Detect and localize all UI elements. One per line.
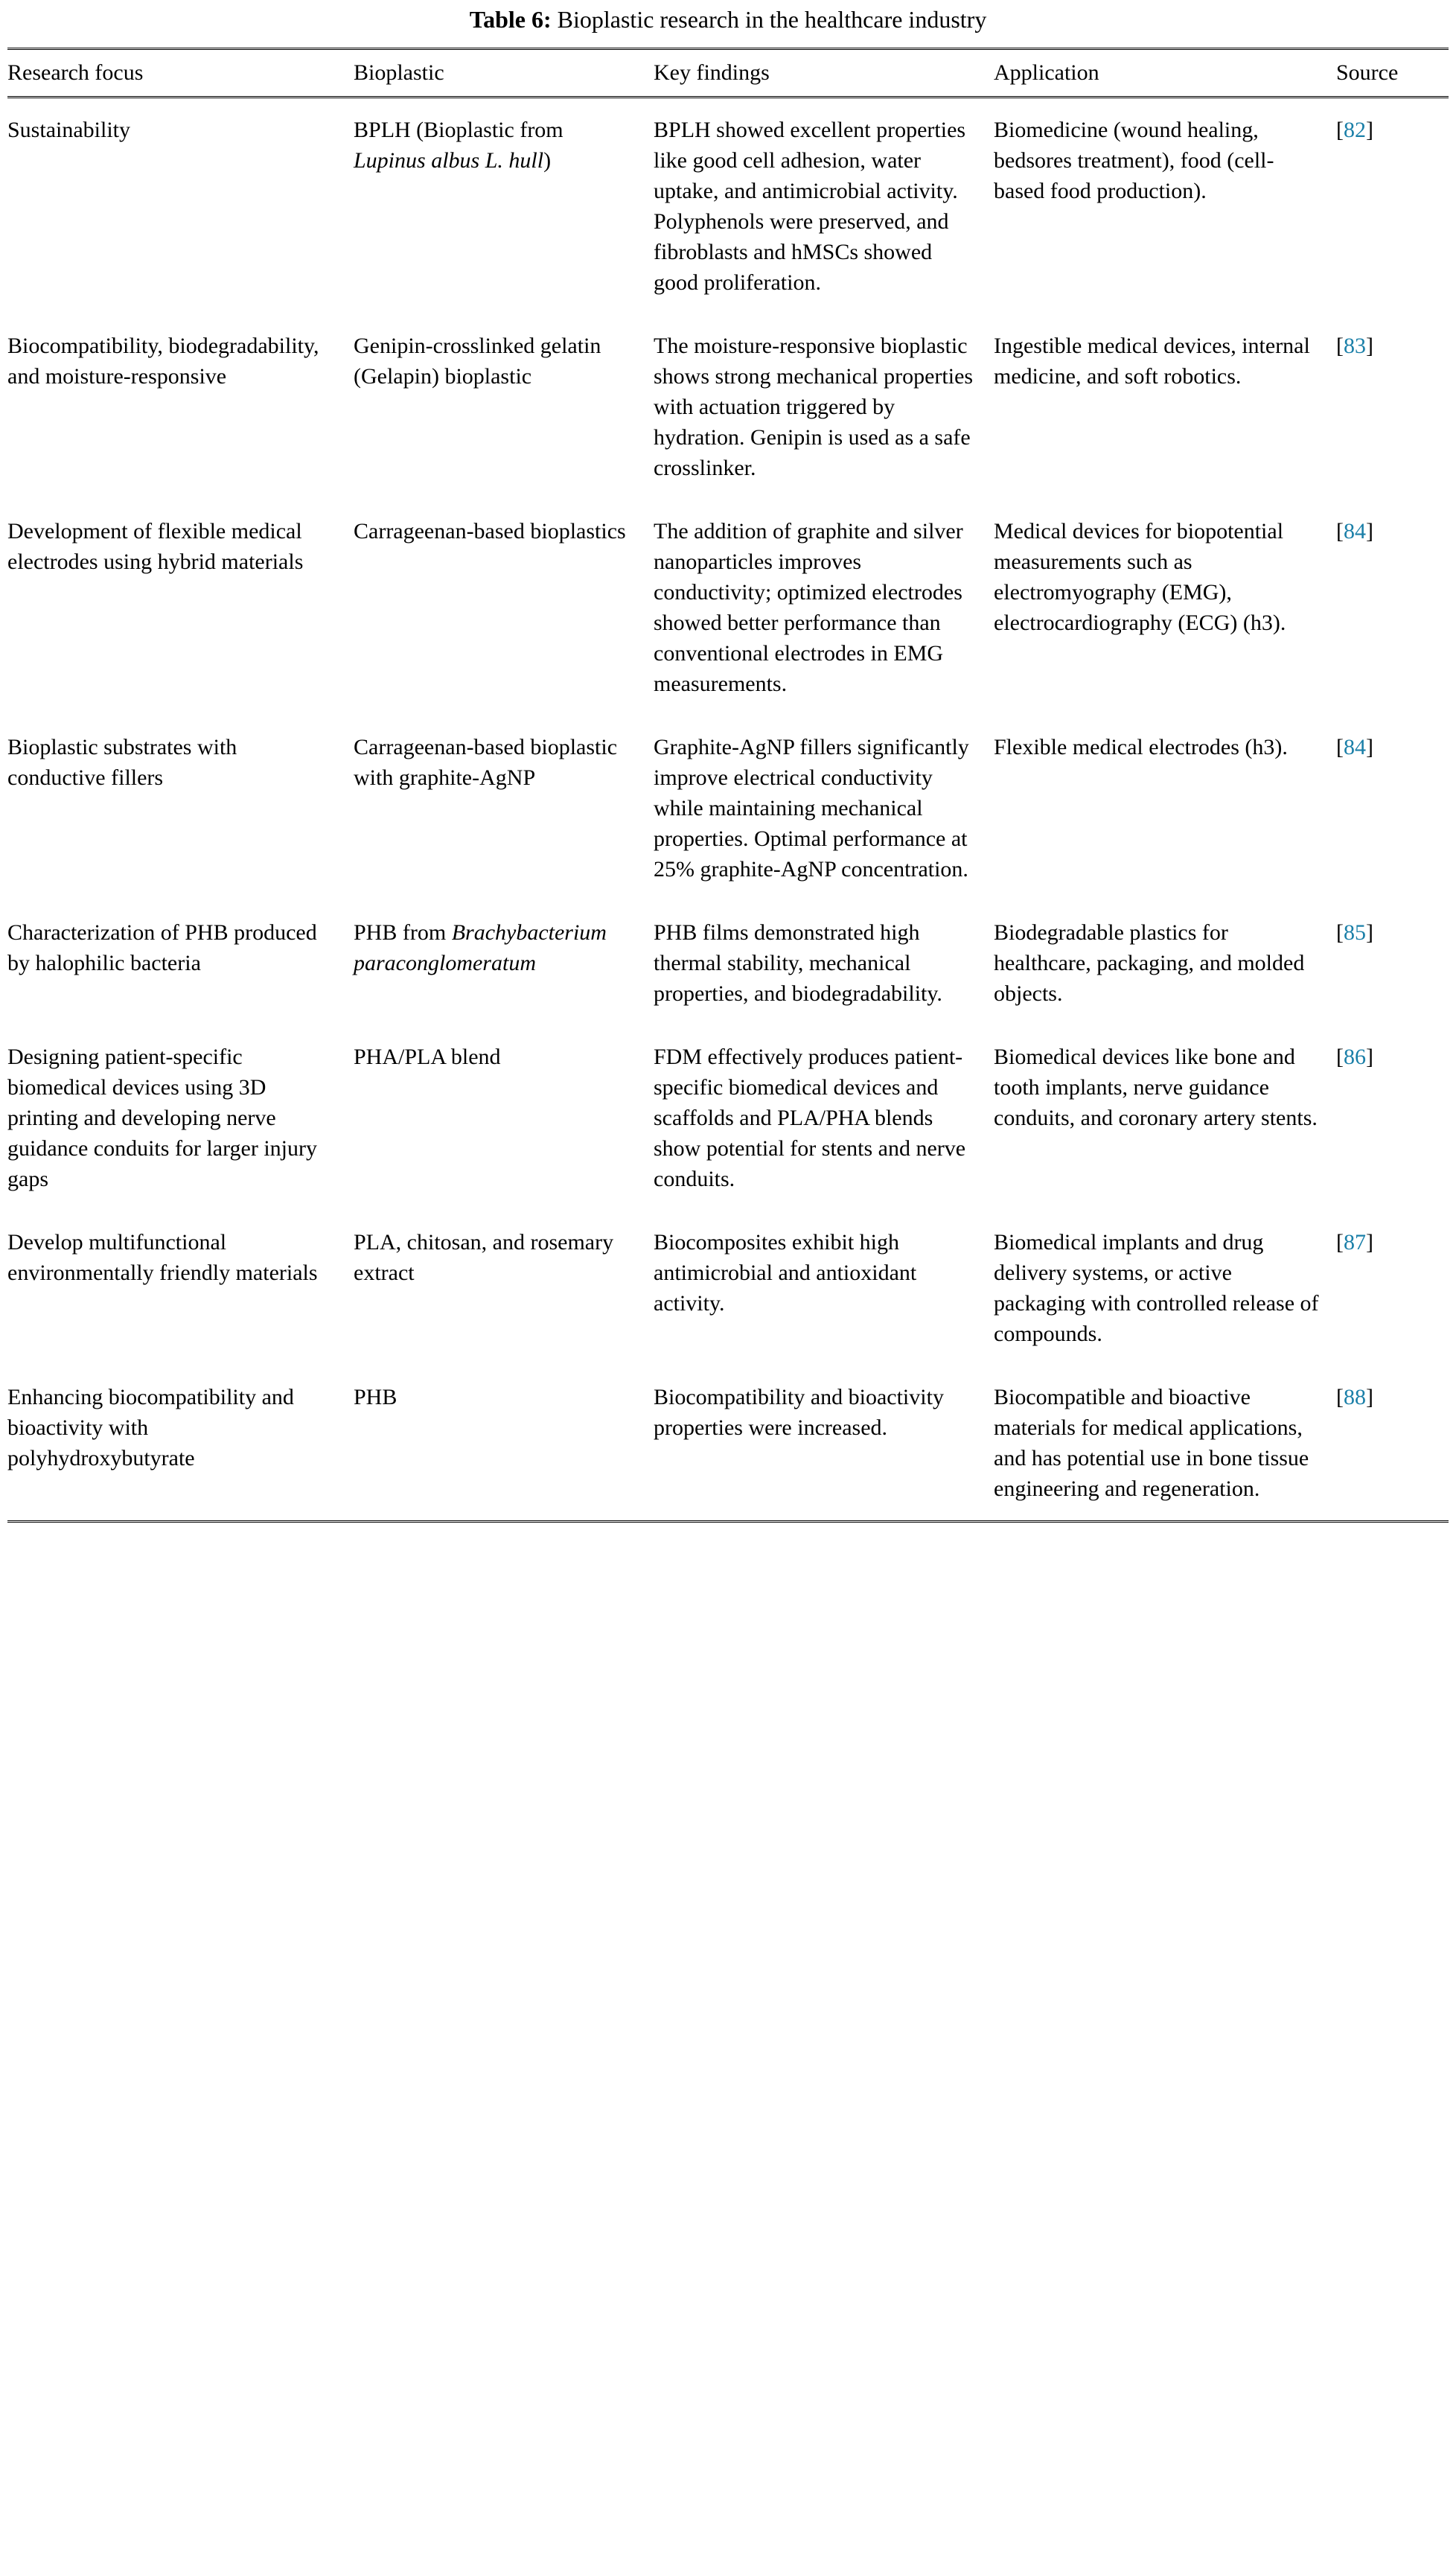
- bioplastic-text: Carrageenan-based bioplastics: [354, 519, 626, 544]
- cell-source: [1336, 1025, 1449, 1211]
- column-header-source: Source: [1336, 49, 1449, 98]
- citation-bracket-close: ]: [1366, 920, 1373, 945]
- citation-bracket-close: ]: [1366, 1045, 1373, 1069]
- citation-bracket-close: ]: [1366, 334, 1373, 358]
- table-row: [7, 1025, 1449, 1211]
- citation-bracket-close: ]: [1366, 1385, 1373, 1409]
- cell-bioplastic: [354, 716, 654, 901]
- cell-source: [1336, 500, 1449, 716]
- cell-bioplastic: [354, 901, 654, 1025]
- cell-key-findings: FDM effectively produces patient-specific biomedical devices and scaffolds and PLA/PHA blends show potential for stents and nerve conduits.: [654, 1045, 966, 1191]
- cell-bioplastic: [354, 1025, 654, 1211]
- cell-bioplastic: [354, 98, 654, 315]
- table-row: [7, 716, 1449, 901]
- bioplastic-text: PHB from: [354, 920, 452, 945]
- cell-source: [1336, 314, 1449, 500]
- cell-source: [1336, 901, 1449, 1025]
- citation-bracket-close: ]: [1366, 519, 1373, 544]
- table-row: [7, 500, 1449, 716]
- citation-link[interactable]: 85: [1344, 920, 1366, 945]
- table-row: [7, 1365, 1449, 1522]
- table-caption-label: Table 6:: [469, 6, 552, 33]
- cell-key-findings: The addition of graphite and silver nanoparticles improves conductivity; optimized electrodes showed better performance than conventional electrodes in EMG measurements.: [654, 519, 963, 696]
- citation-link[interactable]: 84: [1344, 519, 1366, 544]
- cell-application: Biomedical devices like bone and tooth implants, nerve guidance conduits, and coronary artery stents.: [994, 1045, 1318, 1130]
- column-header-research-focus: Research focus: [7, 49, 354, 98]
- cell-bioplastic: [354, 500, 654, 716]
- table-row: [7, 98, 1449, 315]
- table-caption: [0, 0, 1456, 48]
- cell-research-focus: Biocompatibility, biodegradability, and moisture-responsive: [7, 334, 319, 389]
- cell-key-findings: The moisture-responsive bioplastic shows strong mechanical properties with actuation triggered by hydration. Genipin is used as a safe crosslinker.: [654, 334, 974, 480]
- citation-link[interactable]: 87: [1344, 1230, 1366, 1255]
- cell-research-focus: Development of flexible medical electrodes using hybrid materials: [7, 519, 304, 574]
- cell-bioplastic: [354, 1365, 654, 1522]
- citation-bracket-close: ]: [1366, 1230, 1373, 1255]
- citation-bracket-open: [: [1336, 735, 1344, 759]
- cell-bioplastic: [354, 1211, 654, 1365]
- bioplastic-research-table: [7, 48, 1449, 1523]
- citation-bracket-open: [: [1336, 1385, 1344, 1409]
- citation-link[interactable]: 86: [1344, 1045, 1366, 1069]
- citation-bracket-open: [: [1336, 1230, 1344, 1255]
- cell-key-findings: Biocompatibility and bioactivity properties were increased.: [654, 1365, 994, 1522]
- cell-research-focus: Characterization of PHB produced by halophilic bacteria: [7, 920, 317, 975]
- citation-bracket-open: [: [1336, 1045, 1344, 1069]
- citation-bracket-open: [: [1336, 118, 1344, 142]
- cell-application: Biocompatible and bioactive materials for medical applications, and has potential use in bone tissue engineering and regeneration.: [994, 1365, 1336, 1522]
- citation-bracket-open: [: [1336, 334, 1344, 358]
- cell-research-focus: Designing patient-specific biomedical devices using 3D printing and developing nerve guidance conduits for larger injury gaps: [7, 1045, 317, 1191]
- table-header-row: [7, 49, 1449, 98]
- bioplastic-text-tail: ): [543, 148, 552, 173]
- table-row: [7, 1211, 1449, 1365]
- cell-application: Flexible medical electrodes (h3).: [994, 735, 1288, 759]
- cell-application: Biomedicine (wound healing, bedsores treatment), food (cell-based food production).: [994, 118, 1274, 203]
- table-caption-text: Bioplastic research in the healthcare industry: [557, 6, 987, 33]
- bioplastic-species-name: Lupinus albus L. hull: [354, 148, 544, 173]
- cell-application: Biodegradable plastics for healthcare, packaging, and molded objects.: [994, 920, 1305, 1006]
- cell-application: Medical devices for biopotential measurements such as electromyography (EMG), electrocardiography (ECG) (h3).: [994, 519, 1286, 635]
- bioplastic-text: BPLH (Bioplastic from: [354, 118, 563, 142]
- table-header: [7, 49, 1449, 98]
- table-body: [7, 98, 1449, 1522]
- bioplastic-text: Carrageenan-based bioplastic with graphite-AgNP: [354, 735, 618, 790]
- cell-source: [1336, 716, 1449, 901]
- bioplastic-text: Genipin-crosslinked gelatin (Gelapin) bioplastic: [354, 334, 601, 389]
- citation-link[interactable]: 83: [1344, 334, 1366, 358]
- cell-bioplastic: [354, 314, 654, 500]
- bioplastic-text: PHA/PLA blend: [354, 1045, 501, 1069]
- cell-research-focus: Bioplastic substrates with conductive fillers: [7, 735, 237, 790]
- cell-research-focus: Enhancing biocompatibility and bioactivity with polyhydroxybutyrate: [7, 1365, 354, 1522]
- column-header-bioplastic: Bioplastic: [354, 49, 654, 98]
- citation-link[interactable]: 84: [1344, 735, 1366, 759]
- table-row: [7, 901, 1449, 1025]
- citation-bracket-close: ]: [1366, 735, 1373, 759]
- cell-key-findings: BPLH showed excellent properties like good cell adhesion, water uptake, and antimicrobial activity. Polyphenols were preserved, and fibroblasts and hMSCs showed good proliferation.: [654, 118, 966, 295]
- table-row: [7, 314, 1449, 500]
- cell-application: Biomedical implants and drug delivery systems, or active packaging with controlled release of compounds.: [994, 1230, 1319, 1346]
- citation-bracket-open: [: [1336, 519, 1344, 544]
- cell-key-findings: Biocomposites exhibit high antimicrobial and antioxidant activity.: [654, 1230, 917, 1316]
- citation-bracket-close: ]: [1366, 118, 1373, 142]
- cell-source: [1336, 1365, 1449, 1522]
- bioplastic-species-name: Brachybacterium paraconglomeratum: [354, 920, 607, 975]
- cell-source: [1336, 1211, 1449, 1365]
- cell-key-findings: Graphite-AgNP fillers significantly improve electrical conductivity while maintaining mechanical properties. Optimal performance at 25% graphite-AgNP concentration.: [654, 735, 969, 882]
- cell-application: Ingestible medical devices, internal medicine, and soft robotics.: [994, 334, 1310, 389]
- citation-link[interactable]: 88: [1344, 1385, 1366, 1409]
- cell-research-focus: Sustainability: [7, 118, 130, 142]
- citation-bracket-open: [: [1336, 920, 1344, 945]
- citation-link[interactable]: 82: [1344, 118, 1366, 142]
- cell-research-focus: Develop multifunctional environmentally friendly materials: [7, 1230, 318, 1285]
- cell-source: [1336, 98, 1449, 315]
- cell-key-findings: PHB films demonstrated high thermal stability, mechanical properties, and biodegradability.: [654, 920, 942, 1006]
- bioplastic-text: PLA, chitosan, and rosemary extract: [354, 1230, 614, 1285]
- column-header-application: Application: [994, 49, 1336, 98]
- column-header-key-findings: Key findings: [654, 49, 994, 98]
- bioplastic-text: PHB: [354, 1385, 397, 1409]
